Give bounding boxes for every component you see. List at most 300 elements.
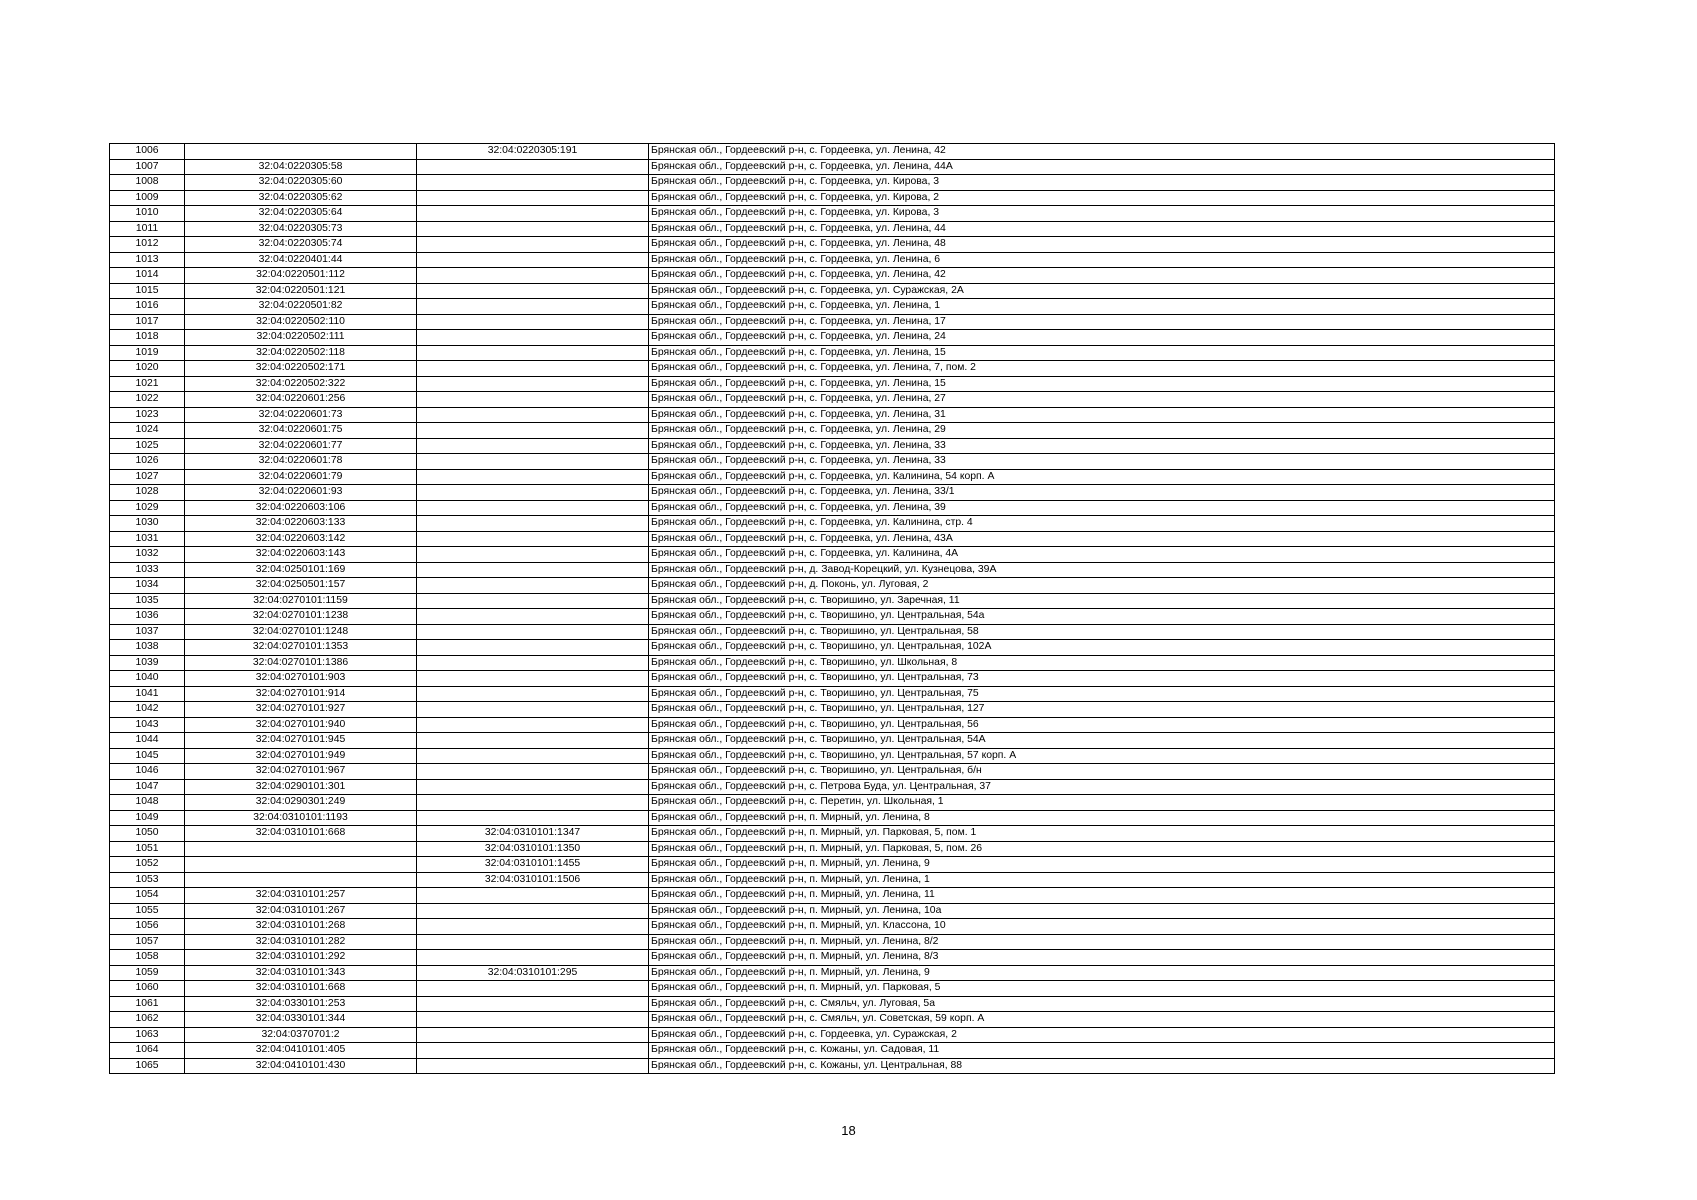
row-number-cell: 1041 bbox=[110, 686, 185, 702]
cadastral-number-cell: 32:04:0410101:430 bbox=[185, 1058, 417, 1074]
table-row bbox=[110, 965, 1555, 981]
related-cadastral-number-cell bbox=[417, 283, 649, 299]
cadastral-number-cell: 32:04:0220401:44 bbox=[185, 252, 417, 268]
row-number-cell: 1033 bbox=[110, 562, 185, 578]
address-cell: Брянская обл., Гордеевский р-н, с. Перетин, ул. Школьная, 1 bbox=[649, 795, 1555, 811]
table-row bbox=[110, 717, 1555, 733]
cadastral-number-cell: 32:04:0220601:256 bbox=[185, 392, 417, 408]
cadastral-number-cell bbox=[185, 144, 417, 160]
related-cadastral-number-cell bbox=[417, 950, 649, 966]
address-cell: Брянская обл., Гордеевский р-н, с. Гордеевка, ул. Ленина, 44 bbox=[649, 221, 1555, 237]
related-cadastral-number-cell bbox=[417, 159, 649, 175]
row-number-cell: 1039 bbox=[110, 655, 185, 671]
cadastral-number-cell bbox=[185, 857, 417, 873]
row-number-cell: 1025 bbox=[110, 438, 185, 454]
cadastral-number-cell bbox=[185, 872, 417, 888]
related-cadastral-number-cell bbox=[417, 748, 649, 764]
address-cell: Брянская обл., Гордеевский р-н, п. Мирный, ул. Парковая, 5, пом. 1 bbox=[649, 826, 1555, 842]
cadastral-number-cell: 32:04:0220305:58 bbox=[185, 159, 417, 175]
table-row bbox=[110, 361, 1555, 377]
address-cell: Брянская обл., Гордеевский р-н, с. Творишино, ул. Школьная, 8 bbox=[649, 655, 1555, 671]
related-cadastral-number-cell bbox=[417, 237, 649, 253]
row-number-cell: 1018 bbox=[110, 330, 185, 346]
table-row bbox=[110, 934, 1555, 950]
address-cell: Брянская обл., Гордеевский р-н, с. Гордеевка, ул. Ленина, 15 bbox=[649, 345, 1555, 361]
row-number-cell: 1009 bbox=[110, 190, 185, 206]
related-cadastral-number-cell bbox=[417, 779, 649, 795]
row-number-cell: 1011 bbox=[110, 221, 185, 237]
table-row bbox=[110, 919, 1555, 935]
related-cadastral-number-cell bbox=[417, 934, 649, 950]
cadastral-number-cell: 32:04:0220601:78 bbox=[185, 454, 417, 470]
table-row bbox=[110, 903, 1555, 919]
table-row bbox=[110, 640, 1555, 656]
table-row bbox=[110, 531, 1555, 547]
cadastral-number-cell: 32:04:0220603:142 bbox=[185, 531, 417, 547]
table-row bbox=[110, 392, 1555, 408]
address-cell: Брянская обл., Гордеевский р-н, с. Гордеевка, ул. Калинина, 54 корп. А bbox=[649, 469, 1555, 485]
row-number-cell: 1040 bbox=[110, 671, 185, 687]
related-cadastral-number-cell bbox=[417, 919, 649, 935]
cadastral-number-cell: 32:04:0290101:301 bbox=[185, 779, 417, 795]
table-row bbox=[110, 996, 1555, 1012]
table-row bbox=[110, 1043, 1555, 1059]
cadastral-number-cell: 32:04:0370701:2 bbox=[185, 1027, 417, 1043]
table-row bbox=[110, 888, 1555, 904]
address-cell: Брянская обл., Гордеевский р-н, с. Гордеевка, ул. Кирова, 3 bbox=[649, 206, 1555, 222]
row-number-cell: 1054 bbox=[110, 888, 185, 904]
row-number-cell: 1029 bbox=[110, 500, 185, 516]
address-cell: Брянская обл., Гордеевский р-н, с. Гордеевка, ул. Ленина, 43А bbox=[649, 531, 1555, 547]
table-row bbox=[110, 857, 1555, 873]
related-cadastral-number-cell bbox=[417, 1027, 649, 1043]
address-cell: Брянская обл., Гордеевский р-н, с. Гордеевка, ул. Ленина, 27 bbox=[649, 392, 1555, 408]
table-row bbox=[110, 686, 1555, 702]
table-row bbox=[110, 345, 1555, 361]
cadastral-number-cell: 32:04:0220603:143 bbox=[185, 547, 417, 563]
row-number-cell: 1013 bbox=[110, 252, 185, 268]
address-cell: Брянская обл., Гордеевский р-н, д. Поконь, ул. Луговая, 2 bbox=[649, 578, 1555, 594]
table-row bbox=[110, 407, 1555, 423]
related-cadastral-number-cell bbox=[417, 175, 649, 191]
cadastral-number-cell: 32:04:0270101:1159 bbox=[185, 593, 417, 609]
table-row bbox=[110, 438, 1555, 454]
row-number-cell: 1044 bbox=[110, 733, 185, 749]
cadastral-number-cell: 32:04:0310101:267 bbox=[185, 903, 417, 919]
related-cadastral-number-cell bbox=[417, 407, 649, 423]
related-cadastral-number-cell: 32:04:0310101:1506 bbox=[417, 872, 649, 888]
address-cell: Брянская обл., Гордеевский р-н, п. Мирный, ул. Ленина, 11 bbox=[649, 888, 1555, 904]
address-cell: Брянская обл., Гордеевский р-н, с. Гордеевка, ул. Кирова, 2 bbox=[649, 190, 1555, 206]
cadastral-number-cell: 32:04:0220502:111 bbox=[185, 330, 417, 346]
row-number-cell: 1064 bbox=[110, 1043, 185, 1059]
related-cadastral-number-cell bbox=[417, 438, 649, 454]
address-cell: Брянская обл., Гордеевский р-н, с. Гордеевка, ул. Ленина, 31 bbox=[649, 407, 1555, 423]
row-number-cell: 1053 bbox=[110, 872, 185, 888]
address-cell: Брянская обл., Гордеевский р-н, п. Мирный, ул. Ленина, 8/2 bbox=[649, 934, 1555, 950]
related-cadastral-number-cell: 32:04:0220305:191 bbox=[417, 144, 649, 160]
address-cell: Брянская обл., Гордеевский р-н, с. Творишино, ул. Центральная, 58 bbox=[649, 624, 1555, 640]
row-number-cell: 1043 bbox=[110, 717, 185, 733]
cadastral-number-cell: 32:04:0220601:79 bbox=[185, 469, 417, 485]
address-cell: Брянская обл., Гордеевский р-н, п. Мирный, ул. Ленина, 8/3 bbox=[649, 950, 1555, 966]
related-cadastral-number-cell bbox=[417, 795, 649, 811]
address-cell: Брянская обл., Гордеевский р-н, с. Творишино, ул. Центральная, 73 bbox=[649, 671, 1555, 687]
address-cell: Брянская обл., Гордеевский р-н, с. Гордеевка, ул. Ленина, 1 bbox=[649, 299, 1555, 315]
row-number-cell: 1022 bbox=[110, 392, 185, 408]
cadastral-number-cell: 32:04:0220601:75 bbox=[185, 423, 417, 439]
table-row bbox=[110, 1012, 1555, 1028]
cadastral-number-cell: 32:04:0270101:1248 bbox=[185, 624, 417, 640]
related-cadastral-number-cell bbox=[417, 361, 649, 377]
row-number-cell: 1038 bbox=[110, 640, 185, 656]
cadastral-number-cell: 32:04:0270101:1238 bbox=[185, 609, 417, 625]
address-cell: Брянская обл., Гордеевский р-н, с. Творишино, ул. Центральная, 57 корп. А bbox=[649, 748, 1555, 764]
cadastral-number-cell: 32:04:0310101:282 bbox=[185, 934, 417, 950]
row-number-cell: 1028 bbox=[110, 485, 185, 501]
cadastral-number-cell: 32:04:0270101:940 bbox=[185, 717, 417, 733]
cadastral-number-cell: 32:04:0270101:945 bbox=[185, 733, 417, 749]
row-number-cell: 1020 bbox=[110, 361, 185, 377]
cadastral-number-cell: 32:04:0220603:106 bbox=[185, 500, 417, 516]
table-row bbox=[110, 252, 1555, 268]
table-row bbox=[110, 748, 1555, 764]
related-cadastral-number-cell bbox=[417, 268, 649, 284]
table-row bbox=[110, 671, 1555, 687]
table-row bbox=[110, 221, 1555, 237]
address-cell: Брянская обл., Гордеевский р-н, с. Творишино, ул. Центральная, 54а bbox=[649, 609, 1555, 625]
table-row bbox=[110, 733, 1555, 749]
address-cell: Брянская обл., Гордеевский р-н, с. Гордеевка, ул. Ленина, 7, пом. 2 bbox=[649, 361, 1555, 377]
related-cadastral-number-cell bbox=[417, 330, 649, 346]
cadastral-number-cell: 32:04:0270101:967 bbox=[185, 764, 417, 780]
cadastral-number-cell: 32:04:0270101:927 bbox=[185, 702, 417, 718]
address-cell: Брянская обл., Гордеевский р-н, с. Гордеевка, ул. Ленина, 33/1 bbox=[649, 485, 1555, 501]
table-row bbox=[110, 423, 1555, 439]
row-number-cell: 1034 bbox=[110, 578, 185, 594]
row-number-cell: 1056 bbox=[110, 919, 185, 935]
table-row bbox=[110, 206, 1555, 222]
related-cadastral-number-cell bbox=[417, 593, 649, 609]
address-cell: Брянская обл., Гордеевский р-н, с. Гордеевка, ул. Суражская, 2 bbox=[649, 1027, 1555, 1043]
table-row bbox=[110, 872, 1555, 888]
address-table-body bbox=[110, 144, 1555, 1074]
table-row bbox=[110, 795, 1555, 811]
row-number-cell: 1026 bbox=[110, 454, 185, 470]
related-cadastral-number-cell bbox=[417, 1058, 649, 1074]
row-number-cell: 1060 bbox=[110, 981, 185, 997]
table-row bbox=[110, 702, 1555, 718]
row-number-cell: 1007 bbox=[110, 159, 185, 175]
table-row bbox=[110, 283, 1555, 299]
related-cadastral-number-cell bbox=[417, 469, 649, 485]
cadastral-number-cell: 32:04:0220601:93 bbox=[185, 485, 417, 501]
cadastral-number-cell: 32:04:0220501:112 bbox=[185, 268, 417, 284]
table-row bbox=[110, 578, 1555, 594]
cadastral-number-cell: 32:04:0330101:253 bbox=[185, 996, 417, 1012]
table-row bbox=[110, 175, 1555, 191]
cadastral-number-cell: 32:04:0220502:118 bbox=[185, 345, 417, 361]
address-cell: Брянская обл., Гордеевский р-н, с. Петрова Буда, ул. Центральная, 37 bbox=[649, 779, 1555, 795]
row-number-cell: 1021 bbox=[110, 376, 185, 392]
related-cadastral-number-cell bbox=[417, 206, 649, 222]
row-number-cell: 1030 bbox=[110, 516, 185, 532]
related-cadastral-number-cell bbox=[417, 686, 649, 702]
related-cadastral-number-cell bbox=[417, 547, 649, 563]
cadastral-number-cell: 32:04:0220305:60 bbox=[185, 175, 417, 191]
row-number-cell: 1047 bbox=[110, 779, 185, 795]
row-number-cell: 1048 bbox=[110, 795, 185, 811]
address-cell: Брянская обл., Гордеевский р-н, с. Гордеевка, ул. Ленина, 15 bbox=[649, 376, 1555, 392]
related-cadastral-number-cell bbox=[417, 810, 649, 826]
cadastral-number-cell: 32:04:0310101:343 bbox=[185, 965, 417, 981]
address-cell: Брянская обл., Гордеевский р-н, п. Мирный, ул. Ленина, 1 bbox=[649, 872, 1555, 888]
table-row bbox=[110, 159, 1555, 175]
address-cell: Брянская обл., Гордеевский р-н, с. Гордеевка, ул. Ленина, 33 bbox=[649, 438, 1555, 454]
related-cadastral-number-cell bbox=[417, 624, 649, 640]
row-number-cell: 1023 bbox=[110, 407, 185, 423]
address-cell: Брянская обл., Гордеевский р-н, с. Гордеевка, ул. Калинина, 4А bbox=[649, 547, 1555, 563]
cadastral-number-cell: 32:04:0310101:257 bbox=[185, 888, 417, 904]
related-cadastral-number-cell bbox=[417, 190, 649, 206]
related-cadastral-number-cell bbox=[417, 888, 649, 904]
cadastral-number-cell: 32:04:0220601:77 bbox=[185, 438, 417, 454]
cadastral-number-cell: 32:04:0310101:292 bbox=[185, 950, 417, 966]
related-cadastral-number-cell bbox=[417, 981, 649, 997]
table-row bbox=[110, 144, 1555, 160]
row-number-cell: 1012 bbox=[110, 237, 185, 253]
cadastral-number-cell: 32:04:0270101:1386 bbox=[185, 655, 417, 671]
related-cadastral-number-cell bbox=[417, 314, 649, 330]
related-cadastral-number-cell bbox=[417, 903, 649, 919]
related-cadastral-number-cell bbox=[417, 1043, 649, 1059]
row-number-cell: 1027 bbox=[110, 469, 185, 485]
related-cadastral-number-cell bbox=[417, 392, 649, 408]
table-row bbox=[110, 841, 1555, 857]
related-cadastral-number-cell bbox=[417, 996, 649, 1012]
cadastral-number-cell: 32:04:0220502:322 bbox=[185, 376, 417, 392]
cadastral-number-cell: 32:04:0270101:914 bbox=[185, 686, 417, 702]
row-number-cell: 1008 bbox=[110, 175, 185, 191]
table-row bbox=[110, 500, 1555, 516]
cadastral-number-cell: 32:04:0250101:169 bbox=[185, 562, 417, 578]
related-cadastral-number-cell bbox=[417, 221, 649, 237]
address-cell: Брянская обл., Гордеевский р-н, п. Мирный, ул. Ленина, 10а bbox=[649, 903, 1555, 919]
address-cell: Брянская обл., Гордеевский р-н, с. Творишино, ул. Центральная, б/н bbox=[649, 764, 1555, 780]
table-row bbox=[110, 330, 1555, 346]
address-cell: Брянская обл., Гордеевский р-н, с. Гордеевка, ул. Ленина, 29 bbox=[649, 423, 1555, 439]
row-number-cell: 1063 bbox=[110, 1027, 185, 1043]
row-number-cell: 1057 bbox=[110, 934, 185, 950]
cadastral-number-cell: 32:04:0220603:133 bbox=[185, 516, 417, 532]
cadastral-number-cell: 32:04:0220305:64 bbox=[185, 206, 417, 222]
address-cell: Брянская обл., Гордеевский р-н, с. Творишино, ул. Центральная, 56 bbox=[649, 717, 1555, 733]
related-cadastral-number-cell bbox=[417, 299, 649, 315]
cadastral-number-cell: 32:04:0220502:171 bbox=[185, 361, 417, 377]
row-number-cell: 1006 bbox=[110, 144, 185, 160]
related-cadastral-number-cell bbox=[417, 702, 649, 718]
related-cadastral-number-cell bbox=[417, 609, 649, 625]
table-row bbox=[110, 547, 1555, 563]
cadastral-number-cell: 32:04:0310101:668 bbox=[185, 826, 417, 842]
row-number-cell: 1010 bbox=[110, 206, 185, 222]
address-cell: Брянская обл., Гордеевский р-н, п. Мирный, ул. Ленина, 9 bbox=[649, 965, 1555, 981]
table-row bbox=[110, 562, 1555, 578]
table-row bbox=[110, 1058, 1555, 1074]
address-cell: Брянская обл., Гордеевский р-н, с. Гордеевка, ул. Ленина, 24 bbox=[649, 330, 1555, 346]
related-cadastral-number-cell bbox=[417, 578, 649, 594]
address-cell: Брянская обл., Гордеевский р-н, с. Кожаны, ул. Центральная, 88 bbox=[649, 1058, 1555, 1074]
related-cadastral-number-cell bbox=[417, 376, 649, 392]
row-number-cell: 1065 bbox=[110, 1058, 185, 1074]
related-cadastral-number-cell bbox=[417, 485, 649, 501]
table-row bbox=[110, 454, 1555, 470]
table-row bbox=[110, 190, 1555, 206]
cadastral-number-cell: 32:04:0310101:1193 bbox=[185, 810, 417, 826]
row-number-cell: 1016 bbox=[110, 299, 185, 315]
cadastral-number-cell: 32:04:0270101:949 bbox=[185, 748, 417, 764]
row-number-cell: 1061 bbox=[110, 996, 185, 1012]
table-row bbox=[110, 299, 1555, 315]
row-number-cell: 1059 bbox=[110, 965, 185, 981]
related-cadastral-number-cell: 32:04:0310101:295 bbox=[417, 965, 649, 981]
row-number-cell: 1036 bbox=[110, 609, 185, 625]
related-cadastral-number-cell bbox=[417, 252, 649, 268]
table-row bbox=[110, 1027, 1555, 1043]
table-row bbox=[110, 609, 1555, 625]
table-row bbox=[110, 810, 1555, 826]
row-number-cell: 1031 bbox=[110, 531, 185, 547]
cadastral-number-cell: 32:04:0270101:1353 bbox=[185, 640, 417, 656]
address-cell: Брянская обл., Гордеевский р-н, п. Мирный, ул. Ленина, 9 bbox=[649, 857, 1555, 873]
table-row bbox=[110, 655, 1555, 671]
cadastral-number-cell: 32:04:0330101:344 bbox=[185, 1012, 417, 1028]
cadastral-number-cell: 32:04:0270101:903 bbox=[185, 671, 417, 687]
address-cell: Брянская обл., Гордеевский р-н, с. Гордеевка, ул. Ленина, 17 bbox=[649, 314, 1555, 330]
address-cell: Брянская обл., Гордеевский р-н, с. Кожаны, ул. Садовая, 11 bbox=[649, 1043, 1555, 1059]
row-number-cell: 1017 bbox=[110, 314, 185, 330]
related-cadastral-number-cell bbox=[417, 717, 649, 733]
row-number-cell: 1015 bbox=[110, 283, 185, 299]
related-cadastral-number-cell bbox=[417, 640, 649, 656]
table-row bbox=[110, 376, 1555, 392]
row-number-cell: 1052 bbox=[110, 857, 185, 873]
row-number-cell: 1032 bbox=[110, 547, 185, 563]
row-number-cell: 1014 bbox=[110, 268, 185, 284]
cadastral-number-cell: 32:04:0220305:62 bbox=[185, 190, 417, 206]
row-number-cell: 1037 bbox=[110, 624, 185, 640]
cadastral-number-cell: 32:04:0410101:405 bbox=[185, 1043, 417, 1059]
address-cell: Брянская обл., Гордеевский р-н, с. Гордеевка, ул. Ленина, 6 bbox=[649, 252, 1555, 268]
address-cell: Брянская обл., Гордеевский р-н, с. Гордеевка, ул. Калинина, стр. 4 bbox=[649, 516, 1555, 532]
row-number-cell: 1055 bbox=[110, 903, 185, 919]
table-row bbox=[110, 268, 1555, 284]
address-cell: Брянская обл., Гордеевский р-н, с. Гордеевка, ул. Ленина, 33 bbox=[649, 454, 1555, 470]
row-number-cell: 1051 bbox=[110, 841, 185, 857]
row-number-cell: 1058 bbox=[110, 950, 185, 966]
cadastral-number-cell: 32:04:0290301:249 bbox=[185, 795, 417, 811]
address-cell: Брянская обл., Гордеевский р-н, п. Мирный, ул. Парковая, 5, пом. 26 bbox=[649, 841, 1555, 857]
table-row bbox=[110, 981, 1555, 997]
row-number-cell: 1046 bbox=[110, 764, 185, 780]
table-row bbox=[110, 485, 1555, 501]
address-cell: Брянская обл., Гордеевский р-н, с. Гордеевка, ул. Кирова, 3 bbox=[649, 175, 1555, 191]
related-cadastral-number-cell bbox=[417, 500, 649, 516]
table-row bbox=[110, 779, 1555, 795]
table-row bbox=[110, 593, 1555, 609]
row-number-cell: 1035 bbox=[110, 593, 185, 609]
address-cell: Брянская обл., Гордеевский р-н, с. Творишино, ул. Центральная, 75 bbox=[649, 686, 1555, 702]
related-cadastral-number-cell bbox=[417, 423, 649, 439]
table-row bbox=[110, 764, 1555, 780]
row-number-cell: 1049 bbox=[110, 810, 185, 826]
table-row bbox=[110, 314, 1555, 330]
address-cell: Брянская обл., Гордеевский р-н, д. Завод-Корецкий, ул. Кузнецова, 39А bbox=[649, 562, 1555, 578]
row-number-cell: 1019 bbox=[110, 345, 185, 361]
related-cadastral-number-cell: 32:04:0310101:1350 bbox=[417, 841, 649, 857]
related-cadastral-number-cell bbox=[417, 764, 649, 780]
address-cell: Брянская обл., Гордеевский р-н, с. Гордеевка, ул. Ленина, 39 bbox=[649, 500, 1555, 516]
address-cell: Брянская обл., Гордеевский р-н, п. Мирный, ул. Парковая, 5 bbox=[649, 981, 1555, 997]
row-number-cell: 1050 bbox=[110, 826, 185, 842]
address-cell: Брянская обл., Гордеевский р-н, с. Творишино, ул. Центральная, 54А bbox=[649, 733, 1555, 749]
address-cell: Брянская обл., Гордеевский р-н, с. Гордеевка, ул. Ленина, 48 bbox=[649, 237, 1555, 253]
address-table bbox=[109, 143, 1555, 1074]
row-number-cell: 1024 bbox=[110, 423, 185, 439]
cadastral-number-cell bbox=[185, 841, 417, 857]
row-number-cell: 1062 bbox=[110, 1012, 185, 1028]
address-cell: Брянская обл., Гордеевский р-н, с. Творишино, ул. Центральная, 127 bbox=[649, 702, 1555, 718]
related-cadastral-number-cell: 32:04:0310101:1347 bbox=[417, 826, 649, 842]
related-cadastral-number-cell bbox=[417, 454, 649, 470]
related-cadastral-number-cell bbox=[417, 733, 649, 749]
address-cell: Брянская обл., Гордеевский р-н, с. Гордеевка, ул. Ленина, 42 bbox=[649, 144, 1555, 160]
cadastral-number-cell: 32:04:0220501:82 bbox=[185, 299, 417, 315]
table-row bbox=[110, 826, 1555, 842]
table-row bbox=[110, 469, 1555, 485]
table-row bbox=[110, 237, 1555, 253]
table-row bbox=[110, 516, 1555, 532]
related-cadastral-number-cell: 32:04:0310101:1455 bbox=[417, 857, 649, 873]
table-row bbox=[110, 950, 1555, 966]
address-cell: Брянская обл., Гордеевский р-н, п. Мирный, ул. Классона, 10 bbox=[649, 919, 1555, 935]
page-number: 18 bbox=[841, 1123, 856, 1138]
related-cadastral-number-cell bbox=[417, 1012, 649, 1028]
related-cadastral-number-cell bbox=[417, 671, 649, 687]
related-cadastral-number-cell bbox=[417, 531, 649, 547]
address-cell: Брянская обл., Гордеевский р-н, с. Творишино, ул. Заречная, 11 bbox=[649, 593, 1555, 609]
row-number-cell: 1045 bbox=[110, 748, 185, 764]
address-cell: Брянская обл., Гордеевский р-н, п. Мирный, ул. Ленина, 8 bbox=[649, 810, 1555, 826]
cadastral-number-cell: 32:04:0220305:74 bbox=[185, 237, 417, 253]
cadastral-number-cell: 32:04:0250501:157 bbox=[185, 578, 417, 594]
table-row bbox=[110, 624, 1555, 640]
related-cadastral-number-cell bbox=[417, 345, 649, 361]
cadastral-number-cell: 32:04:0220501:121 bbox=[185, 283, 417, 299]
cadastral-number-cell: 32:04:0310101:668 bbox=[185, 981, 417, 997]
address-cell: Брянская обл., Гордеевский р-н, с. Смяльч, ул. Советская, 59 корп. А bbox=[649, 1012, 1555, 1028]
related-cadastral-number-cell bbox=[417, 516, 649, 532]
cadastral-number-cell: 32:04:0220601:73 bbox=[185, 407, 417, 423]
address-cell: Брянская обл., Гордеевский р-н, с. Творишино, ул. Центральная, 102А bbox=[649, 640, 1555, 656]
cadastral-number-cell: 32:04:0220305:73 bbox=[185, 221, 417, 237]
related-cadastral-number-cell bbox=[417, 655, 649, 671]
cadastral-number-cell: 32:04:0220502:110 bbox=[185, 314, 417, 330]
cadastral-number-cell: 32:04:0310101:268 bbox=[185, 919, 417, 935]
address-cell: Брянская обл., Гордеевский р-н, с. Смяльч, ул. Луговая, 5а bbox=[649, 996, 1555, 1012]
related-cadastral-number-cell bbox=[417, 562, 649, 578]
address-cell: Брянская обл., Гордеевский р-н, с. Гордеевка, ул. Суражская, 2А bbox=[649, 283, 1555, 299]
